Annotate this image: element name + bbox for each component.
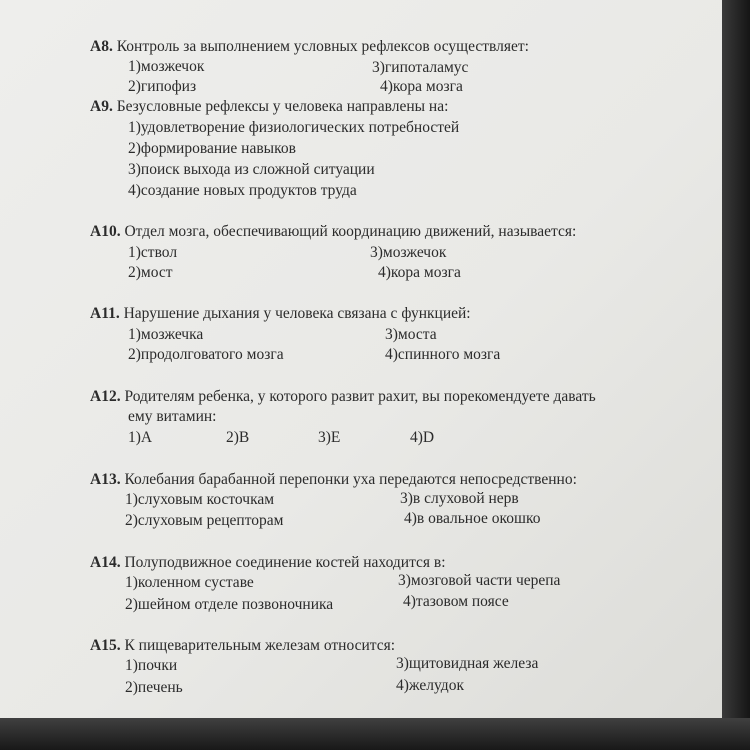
question-text: Безусловные рефлексы у человека направлены на: (116, 98, 449, 115)
question-text: Нарушение дыхания у человека связана с функцией: (123, 305, 471, 322)
answer-option: 3)в слуховой нерв (400, 490, 519, 507)
question-text: Контроль за выполнением условных рефлексов осуществляет: (116, 38, 529, 55)
answer-option: 4)в овальное окошко (404, 510, 541, 527)
question-text: Колебания барабанной перепонки уха передаются непосредственно: (124, 471, 577, 488)
answer-option: 2)шейном отделе позвоночника (125, 596, 334, 613)
question-text-continued: ему витамин: (128, 408, 217, 425)
question-text: Полуподвижное соединение костей находится в: (124, 554, 446, 571)
question-number: A12. (90, 388, 121, 405)
answer-option: 1)мозжечок (128, 58, 205, 75)
question-number: A8. (90, 38, 113, 55)
answer-option: 1)ствол (128, 244, 178, 261)
question-text: Отдел мозга, обеспечивающий координацию движений, называется: (124, 223, 577, 240)
answer-option: 3)E (318, 429, 341, 446)
answer-option: 2)B (226, 429, 250, 446)
answer-option: 3)щитовидная железа (396, 655, 539, 672)
question-text: Родителям ребенка, у которого развит рахит, вы порекомендуете давать (124, 388, 596, 405)
answer-option: 3)мозжечок (370, 244, 447, 261)
question-text: К пищеварительным железам относится: (124, 637, 396, 654)
question-number: A11. (90, 305, 120, 322)
answer-option: 2)гипофиз (128, 78, 197, 95)
answer-option: 1)удовлетворение физиологических потребностей (128, 119, 460, 136)
answer-option: 4)кора мозга (378, 264, 461, 281)
question-number: A13. (90, 471, 121, 488)
answer-option: 1)A (128, 429, 153, 446)
answer-option: 1)мозжечка (128, 326, 204, 343)
answer-option: 4)желудок (396, 677, 464, 694)
question-number: A14. (90, 554, 121, 571)
background-shadow-bottom (0, 718, 750, 750)
answer-option: 3)мозговой части черепа (398, 572, 561, 589)
answer-option: 4)тазовом поясе (403, 593, 509, 610)
background-shadow-right (722, 0, 750, 750)
answer-option: 2)печень (125, 679, 183, 696)
answer-option: 4)кора мозга (380, 78, 463, 95)
answer-option: 4)спинного мозга (385, 346, 501, 363)
question-number: A10. (90, 223, 121, 240)
answer-option: 2)мост (128, 264, 173, 281)
answer-option: 4)создание новых продуктов труда (128, 182, 357, 199)
answer-option: 2)слуховым рецепторам (125, 512, 284, 529)
answer-option: 1)почки (125, 657, 178, 674)
answer-option: 1)коленном суставе (125, 574, 254, 591)
answer-option: 1)слуховым косточкам (125, 491, 275, 508)
answer-option: 2)продолговатого мозга (128, 346, 284, 363)
question-number: A15. (90, 637, 121, 654)
answer-option: 3)гипоталамус (372, 59, 469, 76)
answer-option: 3)моста (385, 326, 437, 343)
answer-option: 2)формирование навыков (128, 140, 296, 157)
answer-option: 4)D (410, 429, 435, 446)
question-number: A9. (90, 98, 113, 115)
answer-option: 3)поиск выхода из сложной ситуации (128, 161, 375, 178)
